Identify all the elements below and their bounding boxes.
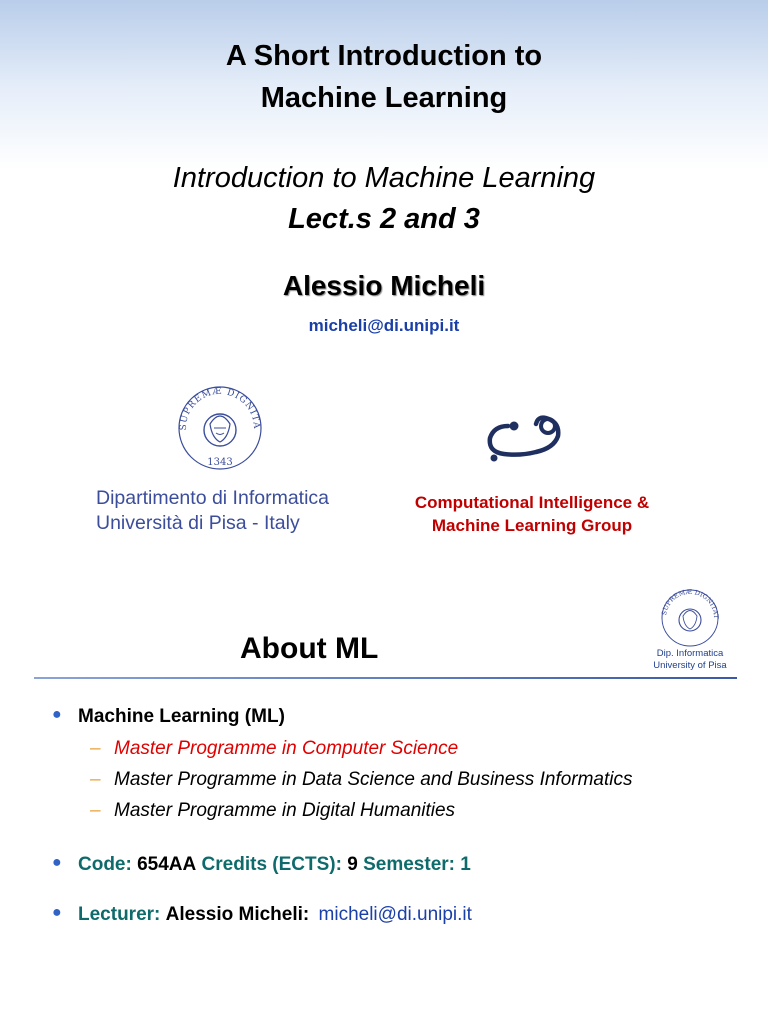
programme-name: Master Programme in Computer Science [114, 738, 459, 759]
slide-title-line1: A Short Introduction to [225, 40, 543, 72]
university-seal-icon [170, 378, 270, 477]
logo-caption-line1: Dip. Informatica [656, 648, 724, 659]
svg-text:IN SUPREMÆ DIGNITATIS: SUPREMÆ DIGNITA [178, 386, 262, 431]
ciml-logo-icon [480, 404, 572, 473]
code-label: Code: [78, 854, 132, 875]
lecturer-email[interactable]: micheli@di.unipi.it [318, 904, 472, 925]
svg-text:IN SUPREMÆ DIGNITATIS: SUPREMÆ DIGNITAT [660, 587, 721, 619]
programme-name: Master Programme in Digital Humanities [114, 800, 456, 821]
bullet-icon: ● [52, 706, 62, 723]
author-email[interactable]: micheli@di.unipi.it [308, 316, 460, 335]
dash-icon: – [90, 769, 101, 790]
lecturer-name: Alessio Micheli: [165, 904, 310, 925]
credits-value: 9 [347, 854, 358, 875]
credits-label: Credits (ECTS): [201, 854, 342, 875]
semester-value: 1 [460, 854, 471, 875]
heading-divider [34, 677, 737, 679]
logo-caption-line2: University of Pisa [653, 660, 727, 671]
bullet-icon: ● [52, 904, 62, 921]
small-logo-caption [640, 648, 740, 672]
group-line2: Machine Learning Group [431, 516, 633, 535]
slide-subtitle: Introduction to Machine Learning [172, 162, 596, 194]
lecture-number: Lect.s 2 and 3 [288, 203, 480, 235]
research-group-name [372, 491, 692, 537]
department-line2: Università di Pisa - Italy [96, 512, 300, 534]
about-slide [0, 580, 768, 1024]
course-name: Machine Learning (ML) [78, 706, 285, 727]
programme-name: Master Programme in Data Science and Business Informatics [114, 769, 633, 790]
bullet-icon: ● [52, 854, 62, 871]
slide-title-line2: Machine Learning [260, 82, 508, 114]
group-line1: Computational Intelligence & [414, 493, 650, 512]
code-value: 654AA [137, 854, 197, 875]
about-heading: About ML [240, 632, 379, 665]
semester-label: Semester: [363, 854, 455, 875]
dash-icon: – [90, 800, 101, 821]
department-line1: Dipartimento di Informatica [96, 487, 330, 509]
lecturer-label: Lecturer: [78, 904, 161, 925]
department-name [96, 486, 329, 536]
author-name: Alessio Micheli [282, 270, 486, 301]
university-seal-small-icon [656, 584, 724, 653]
svg-text:1343: 1343 [207, 457, 233, 468]
dash-icon: – [90, 738, 101, 759]
